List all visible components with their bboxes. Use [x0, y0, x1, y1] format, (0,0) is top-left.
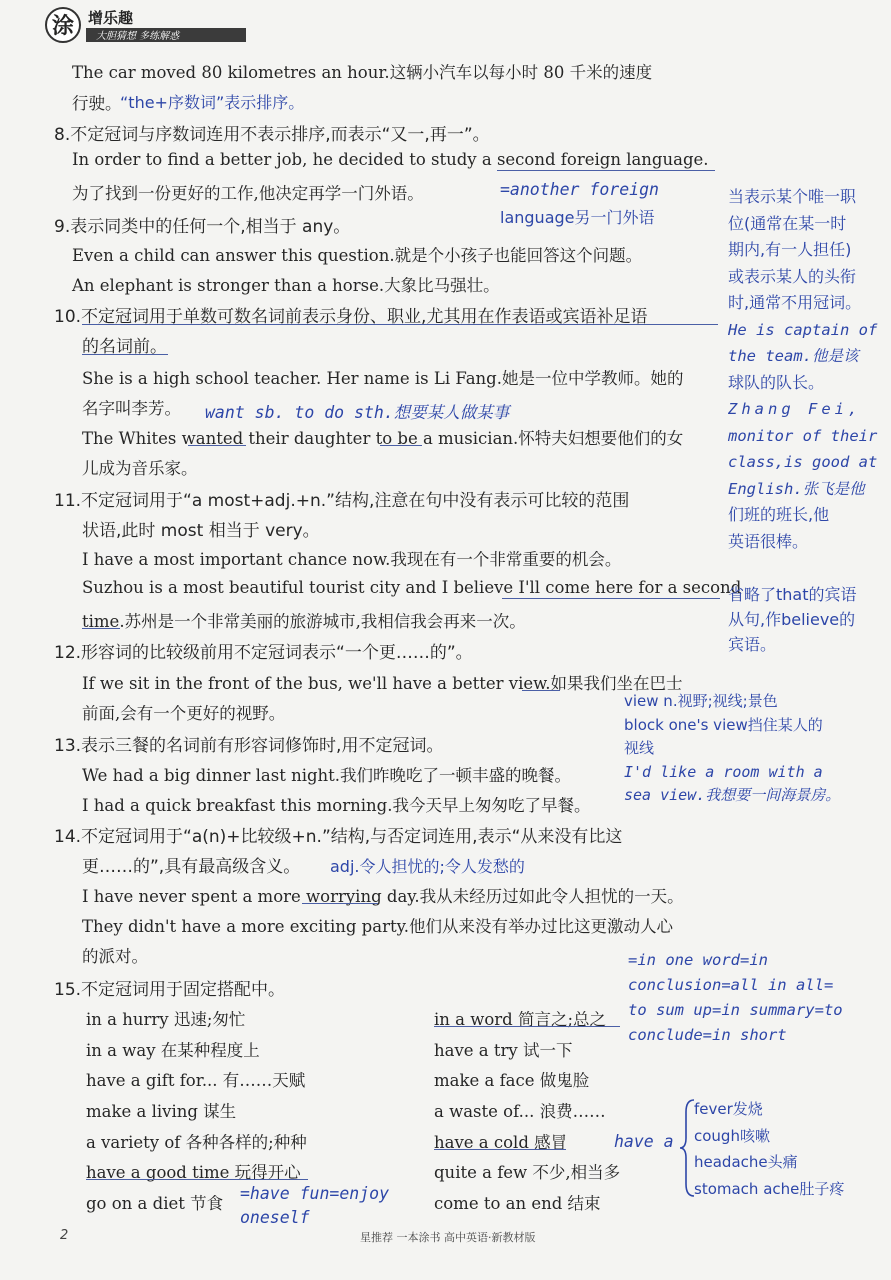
rule-8: 8.不定冠词与序数词连用不表示排序,而表示“又一,再一”。 [54, 125, 490, 145]
footer-text: 星推荐 一本涂书 高中英语·新教材版 [360, 1231, 536, 1244]
line-3: In order to find a better job, he decided to study a second foreign language. [72, 150, 709, 169]
phrase-left-4: a variety of 各种各样的;种种 [86, 1133, 307, 1152]
line-12: The Whites wanted their daughter to be a musician.怀特夫妇想要他们的女 [82, 429, 684, 448]
note-want: want sb. to do sth.想要某人做某事 [205, 403, 510, 422]
brand-logo [44, 6, 250, 44]
note-another: =another foreign [500, 180, 659, 199]
phrase-left-2: have a gift for... 有……天赋 [86, 1071, 306, 1090]
underline [302, 903, 378, 904]
line-21: 前面,会有一个更好的视野。 [82, 704, 286, 723]
line-16: I have a most important chance now.我现在有一个非常重要的机会。 [82, 550, 622, 569]
phrase-left-1: in a way 在某种程度上 [86, 1041, 260, 1060]
rule-15: 15.不定冠词用于固定搭配中。 [54, 980, 286, 1000]
rule-14-cont: 更……的”,具有最高级含义。 [82, 857, 301, 877]
note-have-fun: =have fun=enjoy [240, 1184, 390, 1203]
underline [502, 598, 720, 599]
line-1: 行驶。 [72, 94, 122, 113]
line-18: time.苏州是一个非常美丽的旅游城市,我相信我会再来一次。 [82, 612, 526, 631]
line-11: 名字叫李芳。 [82, 399, 181, 418]
underline [497, 170, 715, 171]
line-4: 为了找到一份更好的工作,他决定再学一门外语。 [72, 184, 424, 203]
svg-text:涂: 涂 [51, 14, 75, 39]
side-note-in-a-word: =in one word=in conclusion=all in all= to sum up=in summary=to conclude=in short [628, 951, 843, 1044]
phrase-right-3: a waste of... 浪费…… [434, 1102, 606, 1121]
underline [82, 324, 718, 325]
phrase-right-0: in a word 简言之;总之 [434, 1010, 607, 1029]
rule-11-cont: 状语,此时 most 相当于 very。 [82, 521, 320, 541]
side-note-view: view n.视野;视线;景色 block one's view挡住某人的 视线 I'd like a room with a sea view.我想要一间海景房。 [624, 692, 841, 804]
note-worrying: adj.令人担忧的;令人发愁的 [330, 857, 525, 876]
phrase-left-6: go on a diet 节食 [86, 1194, 224, 1213]
line-28: They didn't have a more exciting party.他们从来没有举办过比这更激动人心 [82, 917, 673, 936]
svg-text:大胆猜想 多练解惑: 大胆猜想 多练解惑 [96, 31, 180, 42]
underline [188, 445, 246, 446]
side-note-have-a: have a [614, 1132, 674, 1151]
side-note-title: 当表示某个唯一职 位(通常在某一时 期内,有一人担任) 或表示某人的头衔 时,通常不用冠词。 He is captain of the team.他是该 球队的队长。 Zhang Fei, monitor of their class,is good at English.张飞是他 们班的班长,他 英语很棒。 [728, 187, 878, 551]
line-20: If we sit in the front of the bus, we'll have a better view.如果我们坐在巴士 [82, 674, 683, 693]
note-another-cn: language另一门外语 [500, 208, 655, 227]
phrase-right-6: come to an end 结束 [434, 1194, 601, 1213]
side-note-believe: 省略了that的宾语 从句,作believe的 宾语。 [728, 585, 857, 654]
phrase-left-5: have a good time 玩得开心 [86, 1163, 301, 1182]
rule-14: 14.不定冠词用于“a(n)+比较级+n.”结构,与否定词连用,表示“从来没有比这 [54, 827, 623, 847]
line-24: I had a quick breakfast this morning.我今天早上匆匆吃了早餐。 [82, 796, 591, 815]
svg-text:增乐趣: 增乐趣 [88, 9, 134, 27]
page-number: 2 [60, 1228, 69, 1243]
phrase-right-1: have a try 试一下 [434, 1041, 573, 1060]
underline [82, 628, 120, 629]
rule-12: 12.形容词的比较级前用不定冠词表示“一个更……的”。 [54, 643, 473, 663]
side-note-illness: fever发烧 cough咳嗽 headache头痛 stomach ache肚子疼 [694, 1100, 845, 1198]
underline [380, 445, 422, 446]
line-6: Even a child can answer this question.就是个小孩子也能回答这个问题。 [72, 246, 643, 265]
rule-9: 9.表示同类中的任何一个,相当于 any。 [54, 217, 351, 237]
rule-10-cont: 的名词前。 [82, 337, 167, 357]
note-ordinal: “the+序数词”表示排序。 [120, 93, 305, 112]
line-0: The car moved 80 kilometres an hour.这辆小汽车以每小时 80 千米的速度 [72, 63, 653, 82]
line-23: We had a big dinner last night.我们昨晚吃了一顿丰盛的晚餐。 [82, 766, 572, 785]
line-17: Suzhou is a most beautiful tourist city and I believe I'll come here for a second [82, 578, 742, 597]
underline [82, 354, 168, 355]
underline [86, 1179, 308, 1180]
underline [522, 690, 560, 691]
line-10: She is a high school teacher. Her name is Li Fang.她是一位中学教师。她的 [82, 369, 684, 388]
rule-11: 11.不定冠词用于“a most+adj.+n.”结构,注意在句中没有表示可比较的范围 [54, 491, 630, 511]
line-29: 的派对。 [82, 947, 148, 966]
line-7: An elephant is stronger than a horse.大象比马强壮。 [72, 276, 500, 295]
underline [434, 1149, 566, 1150]
underline [434, 1026, 620, 1027]
line-27: I have never spent a more worrying day.我从未经历过如此令人担忧的一天。 [82, 887, 684, 906]
phrase-left-0: in a hurry 迅速;匆忙 [86, 1010, 246, 1029]
phrase-right-5: quite a few 不少,相当多 [434, 1163, 621, 1182]
phrase-right-2: make a face 做鬼脸 [434, 1071, 590, 1090]
line-13: 儿成为音乐家。 [82, 459, 198, 478]
phrase-right-4: have a cold 感冒 [434, 1133, 568, 1152]
note-have-fun-2: oneself [240, 1208, 310, 1227]
phrase-left-3: make a living 谋生 [86, 1102, 237, 1121]
rule-13: 13.表示三餐的名词前有形容词修饰时,用不定冠词。 [54, 736, 444, 756]
rule-10: 10.不定冠词用于单数可数名词前表示身份、职业,尤其用在作表语或宾语补足语 [54, 307, 648, 327]
